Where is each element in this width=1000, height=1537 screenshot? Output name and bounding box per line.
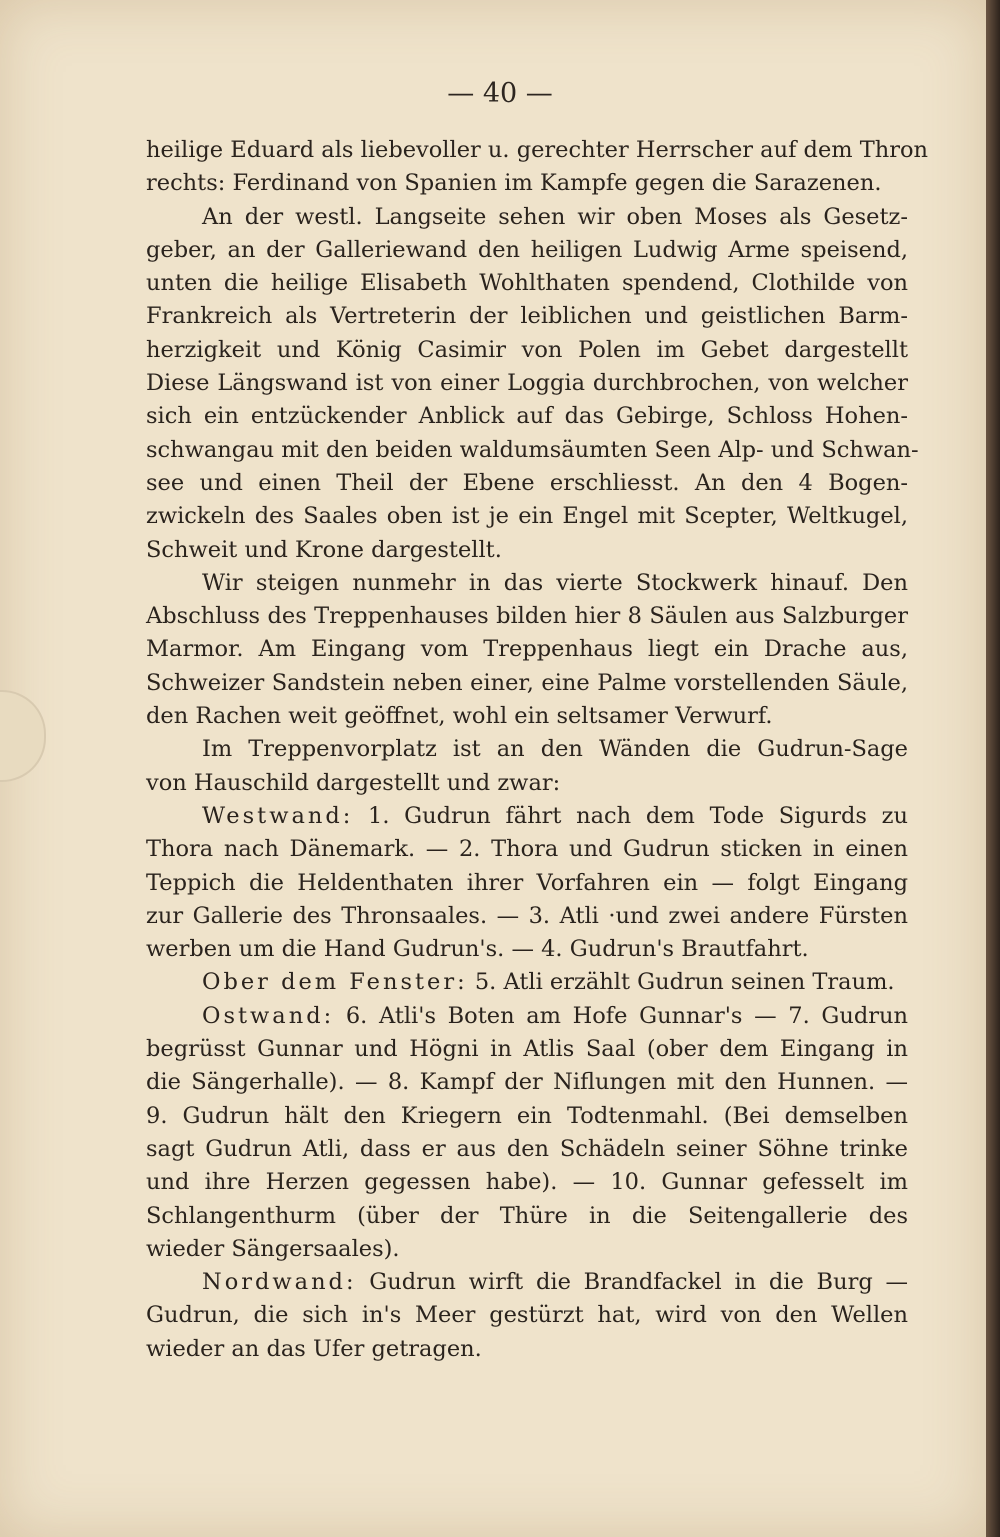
text-line: 9. Gudrun hält den Kriegern ein Todtenmahl. (Bei demselben [146, 1102, 908, 1129]
text-line: An der westl. Langseite sehen wir oben Moses als Gesetz- [202, 203, 908, 230]
text-line: Diese Längswand ist von einer Loggia durchbrochen, von welcher [146, 370, 908, 397]
text-line: von Hauschild dargestellt und zwar: [146, 769, 561, 796]
text-line: und ihre Herzen gegessen habe). — 10. Gunnar gefesselt im [146, 1169, 908, 1196]
text-line: sagt Gudrun Atli, dass er aus den Schädeln seiner Söhne trinke [146, 1135, 908, 1162]
page-edge-tab [0, 690, 46, 782]
text-line: zur Gallerie des Thronsaales. — 3. Atli ·und zwei andere Fürsten [146, 902, 908, 929]
text-line: Abschluss des Treppenhauses bilden hier 8 Säulen aus Salzburger [146, 603, 908, 630]
text-line: Ober dem Fenster: 5. Atli erzählt Gudrun seinen Traum. [202, 969, 895, 996]
text-line: Im Treppenvorplatz ist an den Wänden die Gudrun-Sage [202, 736, 908, 763]
text-line: Frankreich als Vertreterin der leiblichen und geistlichen Barm- [146, 303, 908, 330]
spaced-heading: Ostwand: [202, 1002, 335, 1029]
text-line: Westwand: 1. Gudrun fährt nach dem Tode Sigurds zu [202, 802, 908, 829]
spaced-heading: Westwand: [202, 802, 354, 829]
text-line: werben um die Hand Gudrun's. — 4. Gudrun's Brautfahrt. [146, 936, 809, 963]
text-line: Ostwand: 6. Atli's Boten am Hofe Gunnar's — 7. Gudrun [202, 1002, 908, 1029]
text-line: begrüsst Gunnar und Högni in Atlis Saal (ober dem Eingang in [146, 1036, 908, 1063]
book-spine [986, 0, 1000, 1537]
text-line: sich ein entzückender Anblick auf das Gebirge, Schloss Hohen- [146, 403, 908, 430]
text-line: die Sängerhalle). — 8. Kampf der Niflungen mit den Hunnen. — [146, 1069, 908, 1096]
text-line: wieder Sängersaales). [146, 1235, 400, 1262]
body-text [146, 134, 929, 1366]
text-line: zwickeln des Saales oben ist je ein Engel mit Scepter, Weltkugel, [146, 503, 908, 530]
text-line: Schweizer Sandstein neben einer, eine Palme vorstellenden Säule, [146, 669, 908, 696]
text-line: see und einen Theil der Ebene erschliesst. An den 4 Bogen- [146, 469, 908, 496]
spaced-heading: Ober dem Fenster: [202, 969, 468, 996]
text-line: Schlangenthurm (über der Thüre in die Seitengallerie des [146, 1202, 908, 1229]
text-line: Nordwand: Gudrun wirft die Brandfackel in die Burg — [202, 1269, 908, 1296]
text-line: den Rachen weit geöffnet, wohl ein seltsamer Verwurf. [146, 703, 773, 730]
text-line: Teppich die Heldenthaten ihrer Vorfahren ein — folgt Eingang [146, 869, 908, 896]
text-line: wieder an das Ufer getragen. [146, 1335, 482, 1362]
text-line: Gudrun, die sich in's Meer gestürzt hat, wird von den Wellen [146, 1302, 908, 1329]
spaced-heading: Nordwand: [202, 1269, 357, 1296]
text-line: Marmor. Am Eingang vom Treppenhaus liegt ein Drache aus, [146, 636, 908, 663]
text-line: herzigkeit und König Casimir von Polen im Gebet dargestellt [146, 336, 908, 363]
text-line: Thora nach Dänemark. — 2. Thora und Gudrun sticken in einen [146, 836, 908, 863]
text-line: schwangau mit den beiden waldumsäumten Seen Alp- und Schwan- [146, 436, 919, 463]
text-line: rechts: Ferdinand von Spanien im Kampfe gegen die Sarazenen. [146, 170, 882, 197]
text-line: Schweit und Krone dargestellt. [146, 536, 502, 563]
text-line: heilige Eduard als liebevoller u. gerechter Herrscher auf dem Thron [146, 137, 929, 163]
page-number: — 40 — [447, 78, 553, 109]
text-line: geber, an der Galleriewand den heiligen Ludwig Arme speisend, [146, 236, 908, 263]
text-line: unten die heilige Elisabeth Wohlthaten spendend, Clothilde von [146, 270, 908, 297]
text-line: Wir steigen nunmehr in das vierte Stockwerk hinauf. Den [202, 569, 908, 596]
